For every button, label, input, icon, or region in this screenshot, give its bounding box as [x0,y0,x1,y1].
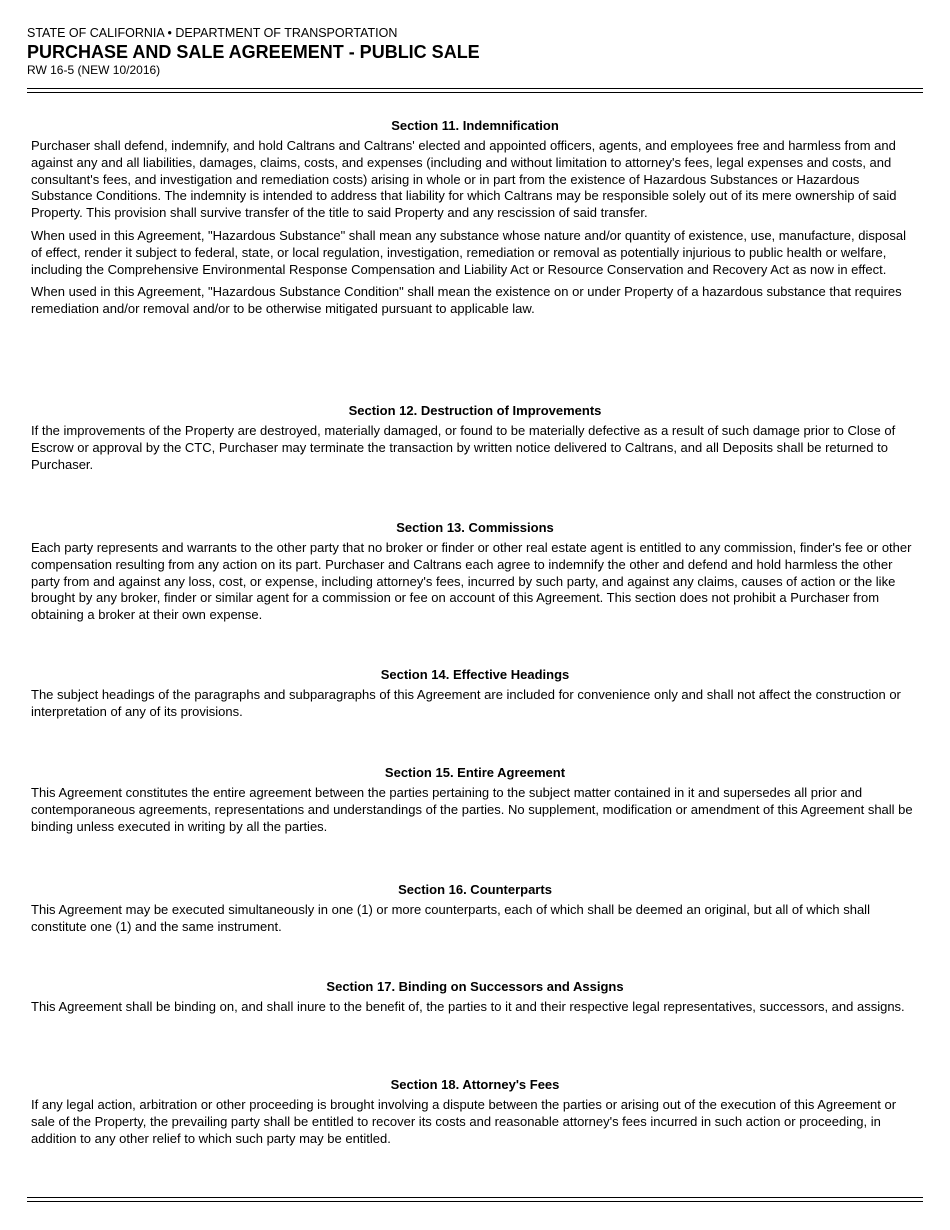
section-heading: Section 18. Attorney's Fees [390,1077,560,1092]
section-heading: Section 15. Entire Agreement [384,765,566,780]
agency-name: STATE OF CALIFORNIA • DEPARTMENT OF TRANSPORTATION [27,26,398,40]
section-attorneys-fees [31,1077,919,1153]
section-effective-headings [31,667,919,727]
section-indemnification [31,118,919,324]
section-paragraph: The subject headings of the paragraphs and subparagraphs of this Agreement are included for convenience only and shall not affect the construction or interpretation of any of its provisions. [31,687,901,719]
section-heading: Section 14. Effective Headings [380,667,570,682]
form-header [27,26,923,78]
section-heading: Section 13. Commissions [396,520,554,535]
section-paragraph: This Agreement may be executed simultaneously in one (1) or more counterparts, each of which shall be deemed an original, but all of which shall constitute one (1) and the same instrument. [31,902,870,934]
section-paragraph: If the improvements of the Property are destroyed, materially damaged, or found to be materially defective as a result of such damage prior to Close of Escrow or approval by the CTC, Purchaser may terminate the transaction by written notice delivered to Caltrans, and all Deposits shall be returned to Purchaser. [31,423,896,472]
section-heading: Section 16. Counterparts [398,882,552,897]
header-divider [27,88,923,93]
section-heading: Section 11. Indemnification [391,118,559,133]
footer-divider [27,1197,923,1202]
section-binding-on-successors [31,979,919,1022]
section-paragraph: When used in this Agreement, "Hazardous Substance" shall mean any substance whose nature and/or quantity of existence, use, manufacture, disposal of effect, render it subject to federal, state, or local regulation, investigation, remediation or removal as potentially injurious to public health or welfare, including the Comprehensive Environmental Response Compensation and Liability Act or Resource Conservation and Recovery Act as now in effect. [31,227,906,277]
section-entire-agreement [31,765,919,841]
section-paragraph: When used in this Agreement, "Hazardous Substance Condition" shall mean the existence on or under Property of a hazardous substance that requires remediation and/or removal and/or to be otherwise mitigated pursuant to applicable law. [31,284,902,317]
section-heading: Section 12. Destruction of Improvements [348,403,602,418]
section-destruction-of-improvements [31,403,919,479]
section-counterparts [31,882,919,942]
form-title: PURCHASE AND SALE AGREEMENT - PUBLIC SALE [27,42,480,62]
section-commissions [31,520,919,630]
section-heading: Section 17. Binding on Successors and Assigns [326,979,624,994]
section-paragraph: Each party represents and warrants to the other party that no broker or finder or other real estate agent is entitled to any commission, finder's fee or other compensation resulting from any action on its part. Purchaser and Caltrans each agree to indemnify the other and defend and hold harmless the other party from and against any loss, cost, or expense, including attorney's fees, incurred by such party, and against any claims, causes of action or the like brought by any broker, finder or similar agent for a commission or fee on account of this Agreement. This section does not prohibit a Purchaser from obtaining a broker at their own expense. [31,540,912,623]
section-paragraph: Purchaser shall defend, indemnify, and hold Caltrans and Caltrans' elected and appointed officers, agents, and employees free and harmless from and against any and all liabilities, damages, claims, costs, and expenses (including and without limitation to attorney's fees, legal expenses and costs, and consultant's fees, and investigation and remediation costs) arising in whole or in part from the existence of Hazardous Substances or Hazardous Substance Conditions. The indemnity is intended to address that liability for which Caltrans may be responsible solely out of its mere ownership of said Property. This provision shall survive transfer of the title to said Property and any rescission of said transfer. [31,138,897,221]
section-paragraph: This Agreement shall be binding on, and shall inure to the benefit of, the parties to it and their respective legal representatives, successors, and assigns. [31,999,905,1014]
section-paragraph: This Agreement constitutes the entire agreement between the parties pertaining to the subject matter contained in it and supersedes all prior and contemporaneous agreements, representations and understandings of the parties. No supplement, modification or amendment of this Agreement shall be binding unless executed in writing by all the parties. [31,785,913,834]
section-paragraph: If any legal action, arbitration or other proceeding is brought involving a dispute between the parties or arising out of the execution of this Agreement or sale of the Property, the prevailing party shall be entitled to recover its costs and reasonable attorney's fees incurred in such action or proceeding, in addition to any other relief to which such party may be entitled. [31,1097,897,1146]
form-number: RW 16-5 (NEW 10/2016) [27,63,161,77]
